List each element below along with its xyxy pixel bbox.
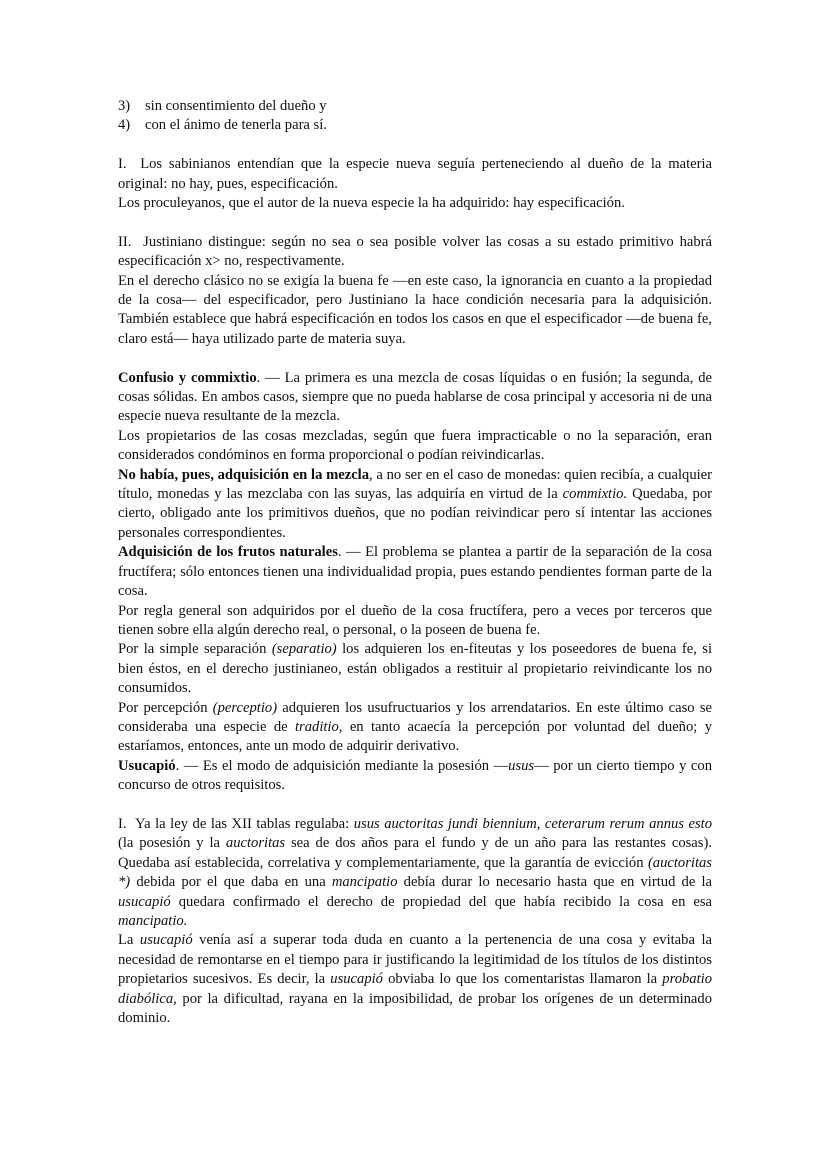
spacer bbox=[118, 213, 712, 232]
paragraph-text: venía así a superar toda duda en cuanto a la pertenencia de una cosa y evitaba la necesidad de remontarse en el tiempo para ir justificando la legitimidad de los títulos de los distintos propietarios sucesivos. Es decir, la bbox=[118, 932, 712, 988]
list-text: sin consentimiento del dueño y bbox=[145, 98, 327, 114]
paragraph-text: Los sabinianos entendían que la especie nueva seguía perteneciendo al dueño de la materia original: no hay, pues, especificación. bbox=[118, 156, 712, 192]
paragraph bbox=[118, 427, 712, 466]
paragraph-text: adquieren los usufructuarios y los arrendatarios. En este último caso se consideraba una especie de bbox=[118, 699, 712, 735]
paragraph-text: . — El problema se plantea a partir de la separación de la cosa fructífera; sólo entonces tienen una individualidad propia, pues estando pendientes forman parte de la cosa. bbox=[118, 544, 712, 600]
italic-term: traditio, bbox=[295, 718, 343, 735]
italic-term: (auctoritas *) bbox=[118, 854, 712, 891]
italic-term: usus bbox=[508, 757, 535, 774]
paragraph-text: obviaba lo que los comentaristas llamaron la bbox=[382, 971, 663, 988]
spacer bbox=[118, 136, 712, 155]
bold-phrase: No había, pues, adquisición en la mezcla bbox=[118, 466, 370, 483]
list-number: 3) bbox=[118, 98, 131, 114]
paragraph-text: — por un cierto tiempo y con concurso de otros requisitos. bbox=[118, 757, 712, 794]
paragraph bbox=[118, 194, 712, 213]
italic-term: mancipatio bbox=[331, 874, 398, 891]
paragraph-text: Justiniano distingue: según no sea o sea posible volver las cosas a su estado primitivo habrá especificación x> no, respectivamente. bbox=[118, 233, 712, 270]
list-item bbox=[118, 116, 712, 135]
paragraph bbox=[118, 155, 712, 194]
section-number: I. bbox=[118, 815, 127, 832]
paragraph bbox=[118, 757, 712, 796]
section-heading: Adquisición de los frutos naturales bbox=[118, 544, 338, 561]
paragraph-text: , a no ser en el caso de monedas: quien recibía, a cualquier título, monedas y las mezclaba con las suyas, las adquiría en virtud de la bbox=[118, 466, 713, 503]
italic-term: usucapió bbox=[118, 893, 171, 910]
section-heading: Confusio y commixtio bbox=[118, 369, 257, 386]
paragraph-text: Los proculeyanos, que el autor de la nueva especie la ha adquirido: hay especificación. bbox=[118, 195, 625, 212]
paragraph-text: en tanto acaecía la percepción por voluntad del dueño; y estaríamos, entonces, ante un modo de adquirir derivativo. bbox=[118, 718, 712, 755]
section-heading: Usucapió bbox=[118, 757, 176, 774]
paragraph-text: Por regla general son adquiridos por el dueño de la cosa fructífera, pero a veces por terceros que tienen sobre ella algún derecho real, o personal, o la poseen de buena fe. bbox=[118, 602, 712, 638]
section-number: I. bbox=[118, 156, 127, 173]
paragraph-text: Por percepción bbox=[118, 699, 213, 716]
paragraph-text: sea de dos años para el fundo y de un año para las restantes cosas). Quedaba así establecida, correlativa y complementariamente, que la garantía de evicción bbox=[118, 835, 712, 871]
list-item bbox=[118, 97, 712, 116]
paragraph-text: La bbox=[118, 932, 140, 949]
italic-term: usus auctoritas jundi biennium, ceterarum rerum annus esto bbox=[353, 815, 712, 832]
paragraph-text: Ya la ley de las XII tablas regulaba: bbox=[135, 815, 354, 832]
paragraph bbox=[118, 272, 712, 350]
italic-term: (separatio) bbox=[271, 641, 337, 658]
paragraph bbox=[118, 815, 712, 931]
italic-term: probatio diabólica, bbox=[118, 971, 713, 1007]
list-text: con el ánimo de tenerla para sí. bbox=[145, 117, 327, 134]
spacer bbox=[118, 349, 712, 368]
paragraph-text: quedara confirmado el derecho de propiedad del que había recibido la cosa en esa bbox=[170, 893, 712, 910]
paragraph-text: Por la simple separación bbox=[118, 641, 272, 658]
spacer bbox=[118, 796, 712, 815]
italic-term: usucapió bbox=[330, 971, 383, 988]
paragraph bbox=[118, 369, 712, 427]
italic-term: (perceptio) bbox=[212, 699, 278, 716]
italic-term: commixtio. bbox=[562, 486, 628, 503]
paragraph-text: por la dificultad, rayana en la imposibilidad, de probar los orígenes de un determinado dominio. bbox=[118, 990, 712, 1027]
section-number: II. bbox=[118, 233, 132, 250]
document-page bbox=[118, 97, 712, 1028]
paragraph bbox=[118, 233, 712, 272]
paragraph-text: debida por el que daba en una bbox=[130, 874, 332, 891]
italic-term: auctoritas bbox=[225, 835, 286, 852]
paragraph bbox=[118, 931, 712, 1028]
paragraph-text: Quedaba, por cierto, obligado ante los primitivos dueños, que no podían reivindicar pero sí intentar las acciones personales correspondientes. bbox=[118, 486, 713, 541]
paragraph bbox=[118, 466, 712, 544]
paragraph-text: debía durar lo necesario hasta que en virtud de la bbox=[397, 874, 712, 891]
paragraph bbox=[118, 640, 712, 698]
paragraph bbox=[118, 543, 712, 601]
paragraph-text: los adquieren los en-fiteutas y los poseedores de buena fe, si bien éstos, en el derecho justinianeo, están obligados a restituir al propietario reivindicante los no consumidos. bbox=[118, 641, 712, 697]
italic-term: usucapió bbox=[139, 932, 193, 949]
paragraph-text: . — Es el modo de adquisición mediante la posesión — bbox=[175, 757, 509, 774]
paragraph-text: Los propietarios de las cosas mezcladas, según que fuera impracticable o no la separación, eran considerados condóminos en forma proporcional o podían reivindicarlas. bbox=[118, 427, 712, 464]
list-number: 4) bbox=[118, 117, 131, 134]
paragraph-text: En el derecho clásico no se exigía la buena fe —en este caso, la ignorancia en cuanto a la propiedad de la cosa— del especificador, pero Justiniano la hace condición necesaria para la adquisición. También establece que habrá especificación en todos los casos en que el especificador —de buena fe, claro está— haya utilizado parte de materia suya. bbox=[118, 272, 712, 347]
paragraph-text: (la posesión y la bbox=[118, 835, 226, 852]
paragraph-text: . — La primera es una mezcla de cosas líquidas o en fusión; la segunda, de cosas sólidas. En ambos casos, siempre que no pueda hablarse de cosa principal y accesoria ni de una especie nueva resultante de la mezcla. bbox=[118, 369, 712, 425]
paragraph bbox=[118, 602, 712, 641]
italic-term: mancipatio. bbox=[118, 913, 188, 929]
paragraph bbox=[118, 699, 712, 757]
